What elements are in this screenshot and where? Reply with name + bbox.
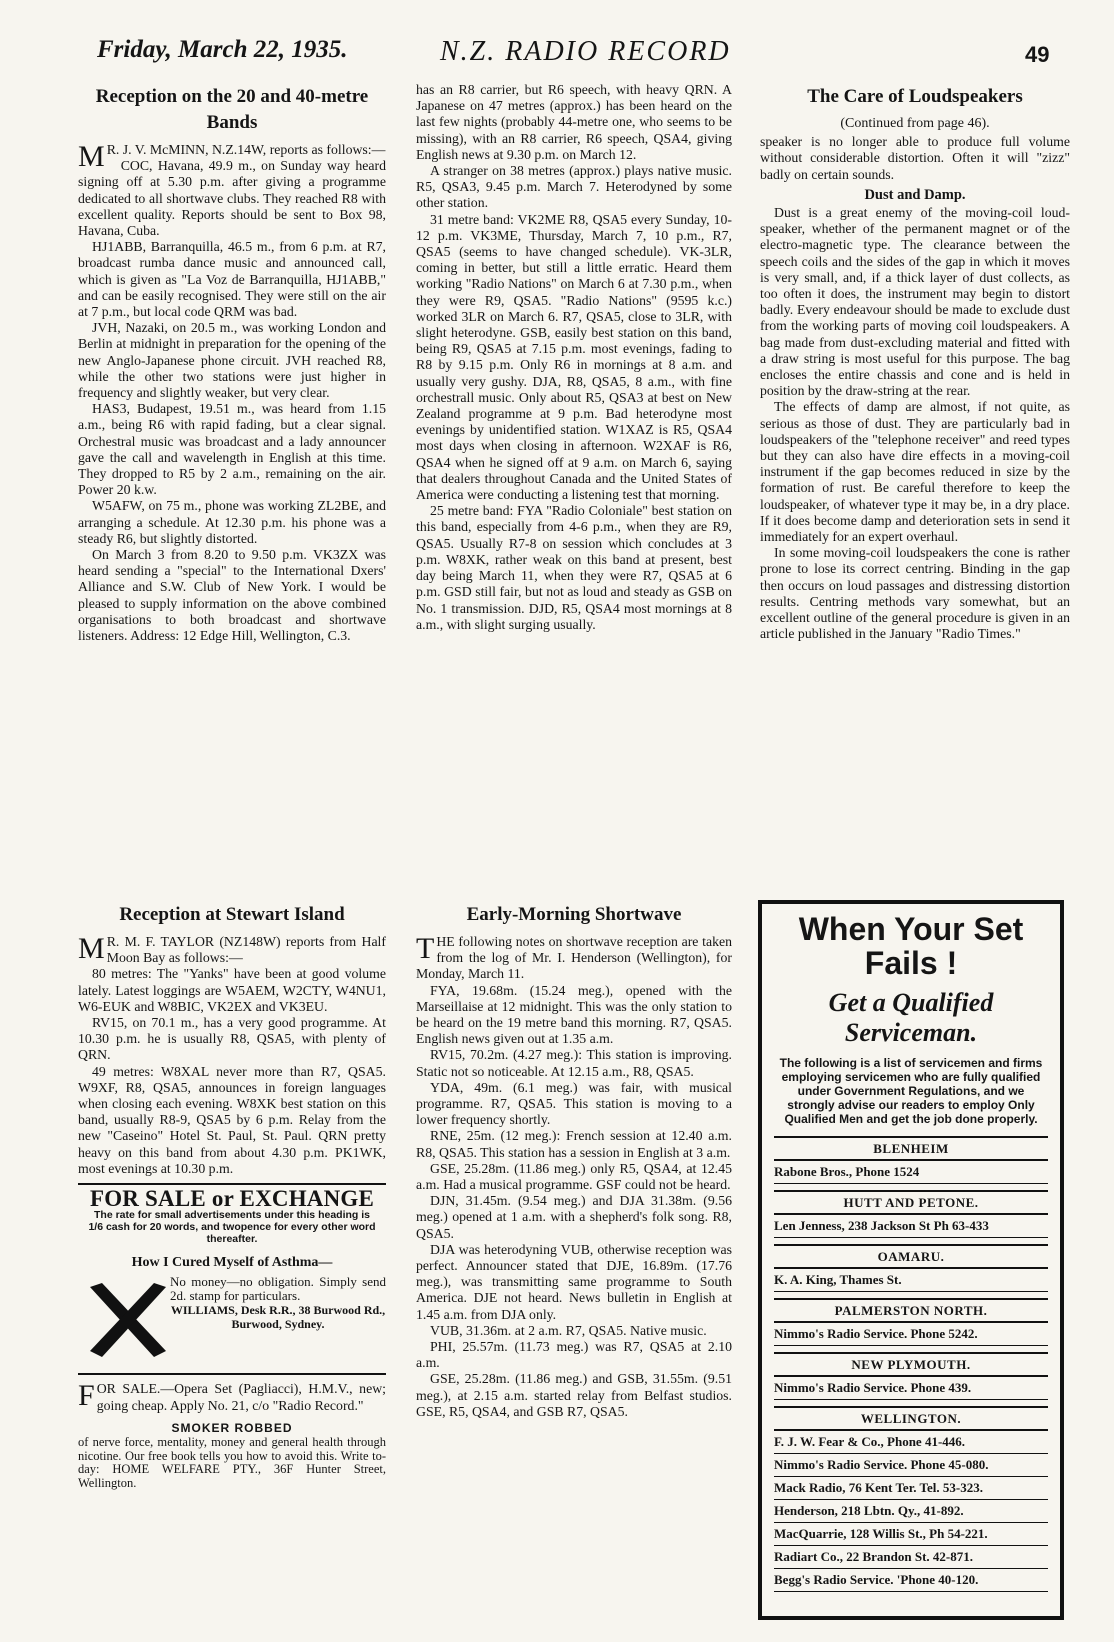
for-sale-rates: The rate for small advertisements under this heading is 1/6 cash for 20 words, and twopence for every other word thereafter. xyxy=(88,1209,376,1246)
paragraph: M R. M. F. TAYLOR (NZ148W) reports from Half Moon Bay as follows:— xyxy=(78,932,386,966)
article-loudspeakers xyxy=(760,82,1070,643)
listing: K. A. King, Thames St. xyxy=(774,1269,1048,1292)
divider xyxy=(78,1183,386,1185)
paragraph: GSE, 25.28m. (11.86 meg.) and GSB, 31.55m. (9.51 meg.), at 2.15 a.m. started relay from Belfast studios. GSE, R5, QSA4, and GSB R7, QSA5. xyxy=(416,1371,732,1419)
drop-cap: M xyxy=(78,140,105,173)
paragraph: YDA, 49m. (6.1 meg.) was fair, with musical programme. R7, QSA5. This station is moving to a lower frequency shortly. xyxy=(416,1079,732,1128)
article-continuation xyxy=(416,82,732,633)
drop-cap: M xyxy=(78,932,105,965)
opera-ad: FOR SALE.—Opera Set (Pagliacci), H.M.V., new; going cheap. Apply No. 21, c/o "Radio Record." xyxy=(78,1379,386,1413)
listing: Len Jenness, 238 Jackson St Ph 63-433 xyxy=(774,1215,1048,1238)
paper-title: N.Z. RADIO RECORD xyxy=(440,36,731,67)
smoker-ad-text: of nerve force, mentality, money and general health through nicotine. Our free book tells you how to avoid this. Write to-day: HOME WELFARE PTY., 36F Hunter Street, Wellington. xyxy=(78,1435,386,1490)
divider xyxy=(78,1373,386,1375)
ad-subheadline: Get a Qualified xyxy=(828,988,994,1017)
listing: Begg's Radio Service. 'Phone 40-120. xyxy=(774,1569,1048,1592)
paragraph: HJ1ABB, Barranquilla, 46.5 m., from 6 p.m. at R7, broadcast rumba dance music and announced call, which is given as "La Voz de Barranquilla, HJ1ABB," and can be easily recognised. They were still on the air at 7 p.m., but local code QRM was bad. xyxy=(78,239,386,320)
paragraph: FYA, 19.68m. (15.24 meg.), opened with the Marseillaise at 12 midnight. This was the only station to be heard on the 19 metre band this morning. R7, QSA5. English news given out at 1.35 a.m. xyxy=(416,982,732,1047)
paragraph: M R. J. V. McMINN, N.Z.14W, reports as follows:— xyxy=(78,140,386,173)
cross-icon xyxy=(84,1279,172,1359)
paragraph: 31 metre band: VK2ME R8, QSA5 every Sunday, 10-12 p.m. VK3ME, Thursday, March 7, 10 p.m., R7, QSA5 (seems to have changed schedule). VK-3LR, coming in better, but still a little erratic. Heard them working "Radio Nations" on March 6 at 7.30 p.m., when they were R9, QSA5. "Radio Nations" (9595 k.c.) worked 3LR on March 6. R7, QSA5, close to 3LR, with slight heterodyne. GSB, easily best station on this band, being R9, QSA5 at 7.15 p.m. most evenings, fading to R8 by 9.15 p.m. Only R6 in mornings at 8 a.m. and usually very gushy. DJA, R8, QSA5, 8 a.m., with fine orchestrall music. Only about R5, QSA3 at best on New Zealand programme at 9 p.m. Bad heterodyne most evenings by unidentified station. W1XAZ is R5, QSA4 most days when closing in afternoon. W2XAF is R6, QSA4 when he signed off at 9 a.m. on March 6, saying that dealers throughout Canada and the United States of America were conducting a listening test that morning. xyxy=(416,211,732,503)
listing: MacQuarrie, 128 Willis St., Ph 54-221. xyxy=(774,1523,1048,1546)
asthma-ad xyxy=(78,1275,386,1367)
listing: Nimmo's Radio Service. Phone 45-080. xyxy=(774,1454,1048,1477)
paragraph: has an R8 carrier, but R6 speech, with heavy QRN. A Japanese on 47 metres (approx.) has been heard on the last few nights (probably 44-metre one, who seems to be missing), with an R8 carrier, R6 speech, QSA4, giving English news at 9.30 p.m. on March 12. xyxy=(416,82,732,162)
asthma-ad-title: How I Cured Myself of Asthma— xyxy=(131,1255,333,1271)
ad-headline-2: Fails ! xyxy=(864,945,958,981)
for-sale-heading: FOR SALE or EXCHANGE xyxy=(89,1186,375,1212)
article-early-morning xyxy=(416,900,732,1420)
asthma-offer: No money—no obligation. Simply send 2d. stamp for particulars. xyxy=(170,1274,386,1304)
paragraph: THE following notes on shortwave reception are taken from the log of Mr. I. Henderson (Wellington), for Monday, March 11. xyxy=(416,932,732,982)
town-heading: BLENHEIM xyxy=(774,1136,1048,1161)
town-heading: PALMERSTON NORTH. xyxy=(774,1298,1048,1323)
paragraph: PHI, 25.57m. (11.73 meg.) was R7, QSA5 at 2.10 a.m. xyxy=(416,1339,732,1371)
continued-note: (Continued from page 46). xyxy=(840,116,990,131)
paragraph: DJN, 31.45m. (9.54 meg.) and DJA 31.38m. (9.56 meg.) opened at 1 a.m. with a shepherd's folk song. R8, QSA5. xyxy=(416,1193,732,1241)
article-20-40-metre xyxy=(78,82,386,644)
article-title: The Care of Loudspeakers xyxy=(807,86,1023,107)
paragraph: A stranger on 38 metres (approx.) plays native music. R5, QSA3, 9.45 p.m. March 7. Heterodyned by some other station. xyxy=(416,163,732,211)
drop-cap: F xyxy=(78,1379,95,1413)
paragraph: On March 3 from 8.20 to 9.50 p.m. VK3ZX was heard sending a "special" to the International Dxers' Alliance and S.W. Club of New York. I would be pleased to supply information on the above combined organisations to both broadcast and shortwave listeners. Address: 12 Edge Hill, Wellington, C.3. xyxy=(78,547,386,644)
listing: Nimmo's Radio Service. Phone 439. xyxy=(774,1377,1048,1400)
listing: Radiart Co., 22 Brandon St. 42-871. xyxy=(774,1546,1048,1569)
page-number: 49 xyxy=(1025,42,1050,67)
paragraph: JVH, Nazaki, on 20.5 m., was working London and Berlin at midnight in preparation for the opening of the new Anglo-Japanese phone circuit. JVH reached R8, while the other two stations were just higher in frequency and slightly weaker, but very clear. xyxy=(78,320,386,401)
town-heading: NEW PLYMOUTH. xyxy=(774,1352,1048,1377)
paragraph: The effects of damp are almost, if not quite, as serious as those of dust. They are particularly bad in loudspeakers of the "telephone receiver" and reed types but they can also have dire effects in a moving-coil instrument if the gap becomes reduced in size by the formation of rust. Be careful therefore to keep the loudspeaker, of whatever type it may be, in a dry place. If it does become damp and deterioration sets in send it immediately for an expert overhaul. xyxy=(760,399,1070,545)
paragraph: RNE, 25m. (12 meg.): French session at 12.40 a.m. R8, QSA5. This station has a session in English at 3 a.m. xyxy=(416,1128,732,1160)
listing: Rabone Bros., Phone 1524 xyxy=(774,1161,1048,1184)
issue-date: Friday, March 22, 1935. xyxy=(97,36,348,63)
listing: Mack Radio, 76 Kent Ter. Tel. 53-323. xyxy=(774,1477,1048,1500)
article-title: Early-Morning Shortwave xyxy=(466,904,682,925)
paragraph: In some moving-coil loudspeakers the cone is rather prone to lose its correct centring. Binding in the gap then occurs on loud passages and distressing distortion results. Centring methods vary somewhat, but an excellent outline of the general procedure is given in an article published in the January "Radio Times." xyxy=(760,545,1070,642)
subheading: Dust and Damp. xyxy=(864,186,966,203)
paragraph: W5AFW, on 75 m., phone was working ZL2BE, and arranging a schedule. At 12.30 p.m. his phone was a steady R6, but slightly distorted. xyxy=(78,498,386,546)
paragraph: 49 metres: W8XAL never more than R7, QSA5. W9XF, R8, QSA5, announces in foreign languages when closing each evening. W8XK best station on this band, usually R8-9, QSA5 by 6 p.m. Relay from the new "Caseino" Hotel St. Paul, St. Paul. QRN pretty heavy on this band from about 4.30 p.m. PK1WK, most evenings at 10.30 p.m. xyxy=(78,1063,386,1176)
paragraph: HAS3, Budapest, 19.51 m., was heard from 1.15 a.m., being R6 with rapid fading, but a clear signal. Orchestral music was broadcast and a lady announcer gave the call and wavelength in English at this time. They dropped to R5 by 2 a.m., remaining on the air. Power 20 k.w. xyxy=(78,401,386,498)
paragraph: RV15, 70.2m. (4.27 meg.): This station is improving. Static not so noticeable. At 12.15 a.m., R8, QSA5. xyxy=(416,1047,732,1079)
asthma-address: WILLIAMS, Desk R.R., 38 Burwood Rd., Burwood, Sydney. xyxy=(170,1303,386,1332)
paragraph: Dust is a great enemy of the moving-coil loud-speaker, whether of the permanent magnet or of the electro-magnetic type. The clearance between the speech coils and the sides of the gap in which it moves is very small, and, if a thick layer of dust collects, as too often it does, the instrument may begin to distort badly. Every endeavour should be made to exclude dust from the working parts of moving coil loudspeakers. A bag made from dust-excluding material and fitted with a draw string is most useful for this purpose. The bag encloses the entire chassis and cone and is held in position by the draw-string at the rear. xyxy=(760,205,1070,399)
listing: Nimmo's Radio Service. Phone 5242. xyxy=(774,1323,1048,1346)
article-title: Reception at Stewart Island xyxy=(119,904,345,925)
paragraph: DJA was heterodyning VUB, otherwise reception was perfect. Announcer stated that DJE, 16.89m. (17.76 meg.), was transmitting same programme to South America. DJE not heard. News bulletin in English at 1.45 a.m. from DJA only. xyxy=(416,1241,732,1322)
article-stewart-island xyxy=(78,900,386,1490)
drop-cap: T xyxy=(416,932,435,965)
paragraph: 80 metres: The "Yanks" have been at good volume lately. Latest loggings are W5AEM, W2CTY, W4NU1, W6-EUK and W8BIC, VK2EX and VK3EU. xyxy=(78,966,386,1014)
ad-headline: When Your Set xyxy=(798,911,1024,947)
ad-intro: The following is a list of servicemen and firms employing servicemen who are fully qualified under Government Regulations, and we strongly advise our readers to employ Only Qualified Men and get the job done properly. xyxy=(779,1056,1043,1126)
page-header xyxy=(0,36,1114,72)
smoker-ad-title: SMOKER ROBBED xyxy=(171,1420,293,1435)
town-heading: OAMARU. xyxy=(774,1244,1048,1269)
paragraph: GSE, 25.28m. (11.86 meg.) only R5, QSA4, at 12.45 a.m. Had a musical programme. GSF could not be heard. xyxy=(416,1160,732,1193)
town-heading: WELLINGTON. xyxy=(774,1406,1048,1431)
town-heading: HUTT AND PETONE. xyxy=(774,1190,1048,1215)
paragraph: COC, Havana, 49.9 m., on Sunday way heard signing off at 5.30 p.m. after giving a programme dedicated to all shortwave clubs. They reached R8 with excellent quality. Reports should be sent to Box 98, Havana, Cuba. xyxy=(78,158,386,239)
paragraph: speaker is no longer able to produce full volume without considerable distortion. Often it will "zizz" badly on certain sounds. xyxy=(760,134,1070,182)
article-title: Reception on the 20 and 40-metre Bands xyxy=(95,86,369,133)
asthma-ad-text xyxy=(170,1275,386,1331)
listing: Henderson, 218 Lbtn. Qy., 41-892. xyxy=(774,1500,1048,1523)
paragraph: RV15, on 70.1 m., has a very good programme. At 10.30 p.m. he is usually R8, QSA5, with plenty of QRN. xyxy=(78,1015,386,1063)
ad-subheadline-2: Serviceman. xyxy=(844,1018,978,1047)
serviceman-ad xyxy=(758,900,1064,1620)
paragraph: 25 metre band: FYA "Radio Coloniale" best station on this band, especially from 4-6 p.m., when they are R9, QSA5. Usually R7-8 on session which concludes at 3 p.m. W8XK, rather weak on this band at present, best day being March 11, when they were R7, QSA5 at 6 p.m. GSD still fair, but not as loud and steady as GSB on No. 1 transmission. DJD, R5, QSA4 most mornings at 8 a.m., with slight surging usually. xyxy=(416,503,732,632)
paragraph: VUB, 31.36m. at 2 a.m. R7, QSA5. Native music. xyxy=(430,1322,707,1338)
listing: F. J. W. Fear & Co., Phone 41-446. xyxy=(774,1431,1048,1454)
